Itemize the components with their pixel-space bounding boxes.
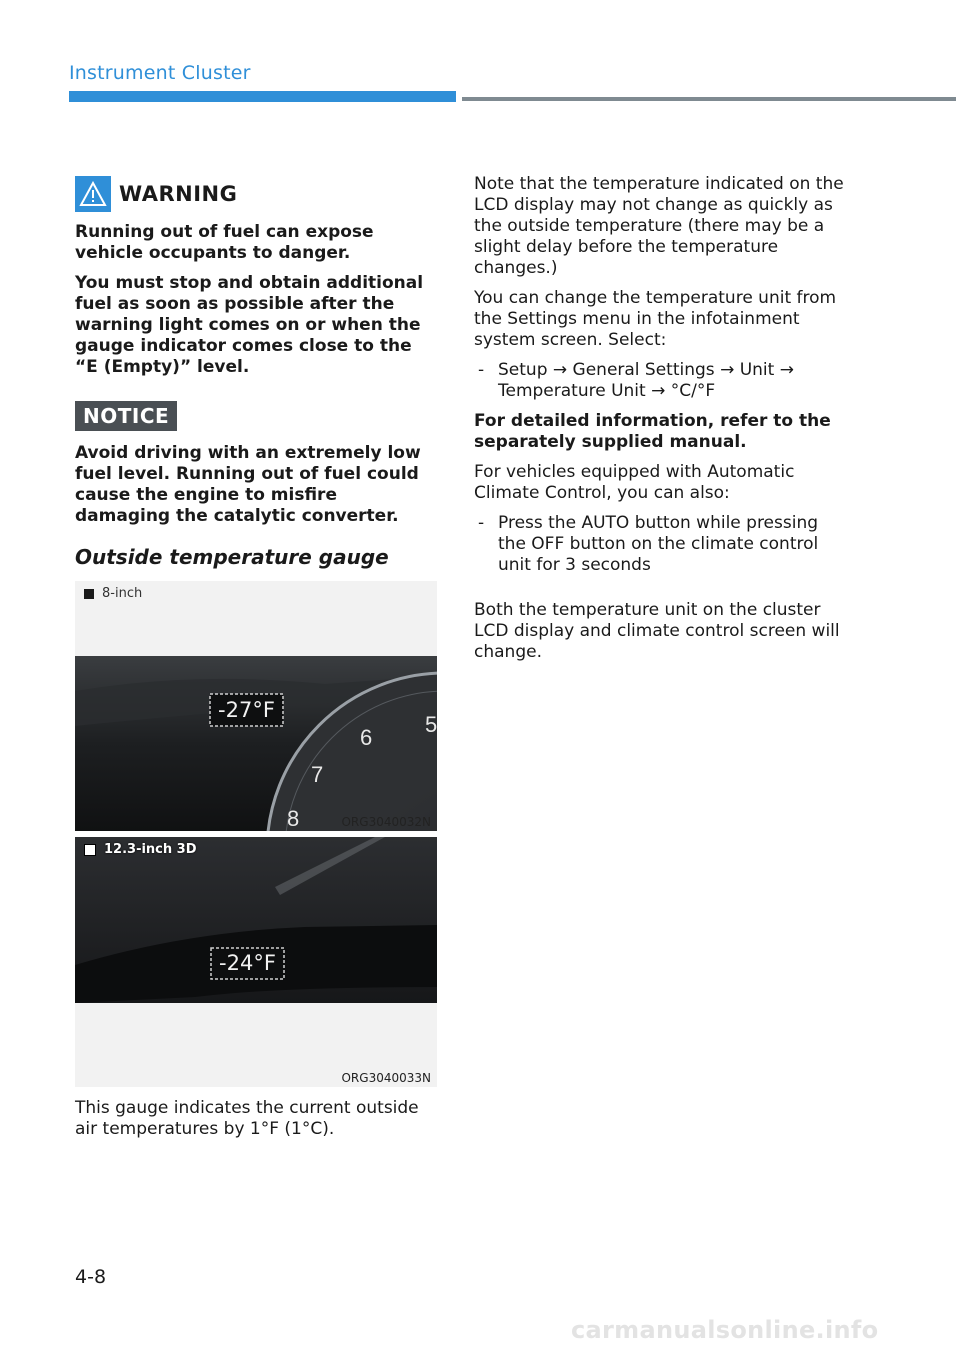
change-unit-intro: You can change the temperature unit from the Settings menu in the infotainment system screen. Select: <box>474 288 837 350</box>
dial-number: 7 <box>311 762 324 787</box>
figure-label-text: 12.3-inch 3D <box>104 842 197 857</box>
gauge-description: This gauge indicates the current outside air temperatures by 1°F (1°C). <box>75 1098 419 1139</box>
warning-paragraph: Running out of fuel can expose vehicle occupants to danger. <box>75 222 374 263</box>
section-title: Outside temperature gauge <box>75 545 389 569</box>
cluster-8-inch-image <box>75 656 437 831</box>
warning-triangle-icon <box>75 176 111 212</box>
header-bar-gray <box>462 97 956 101</box>
temperature-readout: -24°F <box>219 951 276 975</box>
figure-label-text: 8-inch <box>102 586 143 601</box>
list-item: - Setup → General Settings → Unit → Temperature Unit → °C/°F <box>474 360 846 402</box>
left-column <box>75 176 437 1149</box>
dial-number: 5 <box>425 712 437 737</box>
figure-label <box>84 586 142 601</box>
figure-8-inch <box>75 581 437 831</box>
figure-code: ORG3040032N <box>341 815 431 829</box>
figure-12-3-inch <box>75 837 437 1087</box>
watermark: carmanualsonline.info <box>571 1316 879 1344</box>
auto-climate-intro: For vehicles equipped with Automatic Climate Control, you can also: <box>474 462 795 503</box>
notice-badge: NOTICE <box>75 401 177 431</box>
both-change-paragraph: Both the temperature unit on the cluster LCD display and climate control screen will change. <box>474 600 840 662</box>
header-bar-blue <box>69 91 456 102</box>
warning-paragraph: You must stop and obtain additional fuel as soon as possible after the warning light comes on or when the gauge indicator comes close to the “E (Empty)” level. <box>75 273 424 377</box>
page-number: 4-8 <box>75 1266 107 1288</box>
temperature-readout: -27°F <box>218 698 275 722</box>
figure-code: ORG3040033N <box>341 1071 431 1085</box>
dial-number: 6 <box>360 725 373 750</box>
list-item: - Press the AUTO button while pressing the OFF button on the climate control unit for 3 seconds <box>474 513 846 576</box>
auto-climate-list <box>474 513 846 576</box>
notice-text: Avoid driving with an extremely low fuel level. Running out of fuel could cause the engine to misfire damaging the catalytic converter. <box>75 443 421 526</box>
right-column <box>474 174 846 672</box>
dial-number: 8 <box>287 806 300 831</box>
warning-header <box>75 176 437 212</box>
bullet-square-icon <box>84 844 96 856</box>
note-paragraph: Note that the temperature indicated on the LCD display may not change as quickly as the outside temperature (there may be a slight delay before the temperature changes.) <box>474 174 844 278</box>
warning-title: WARNING <box>119 182 238 206</box>
figure-label <box>84 842 197 857</box>
settings-path-list <box>474 360 846 402</box>
page-header-title: Instrument Cluster <box>69 62 251 84</box>
detail-paragraph: For detailed information, refer to the separately supplied manual. <box>474 411 831 452</box>
bullet-square-icon <box>84 589 94 599</box>
